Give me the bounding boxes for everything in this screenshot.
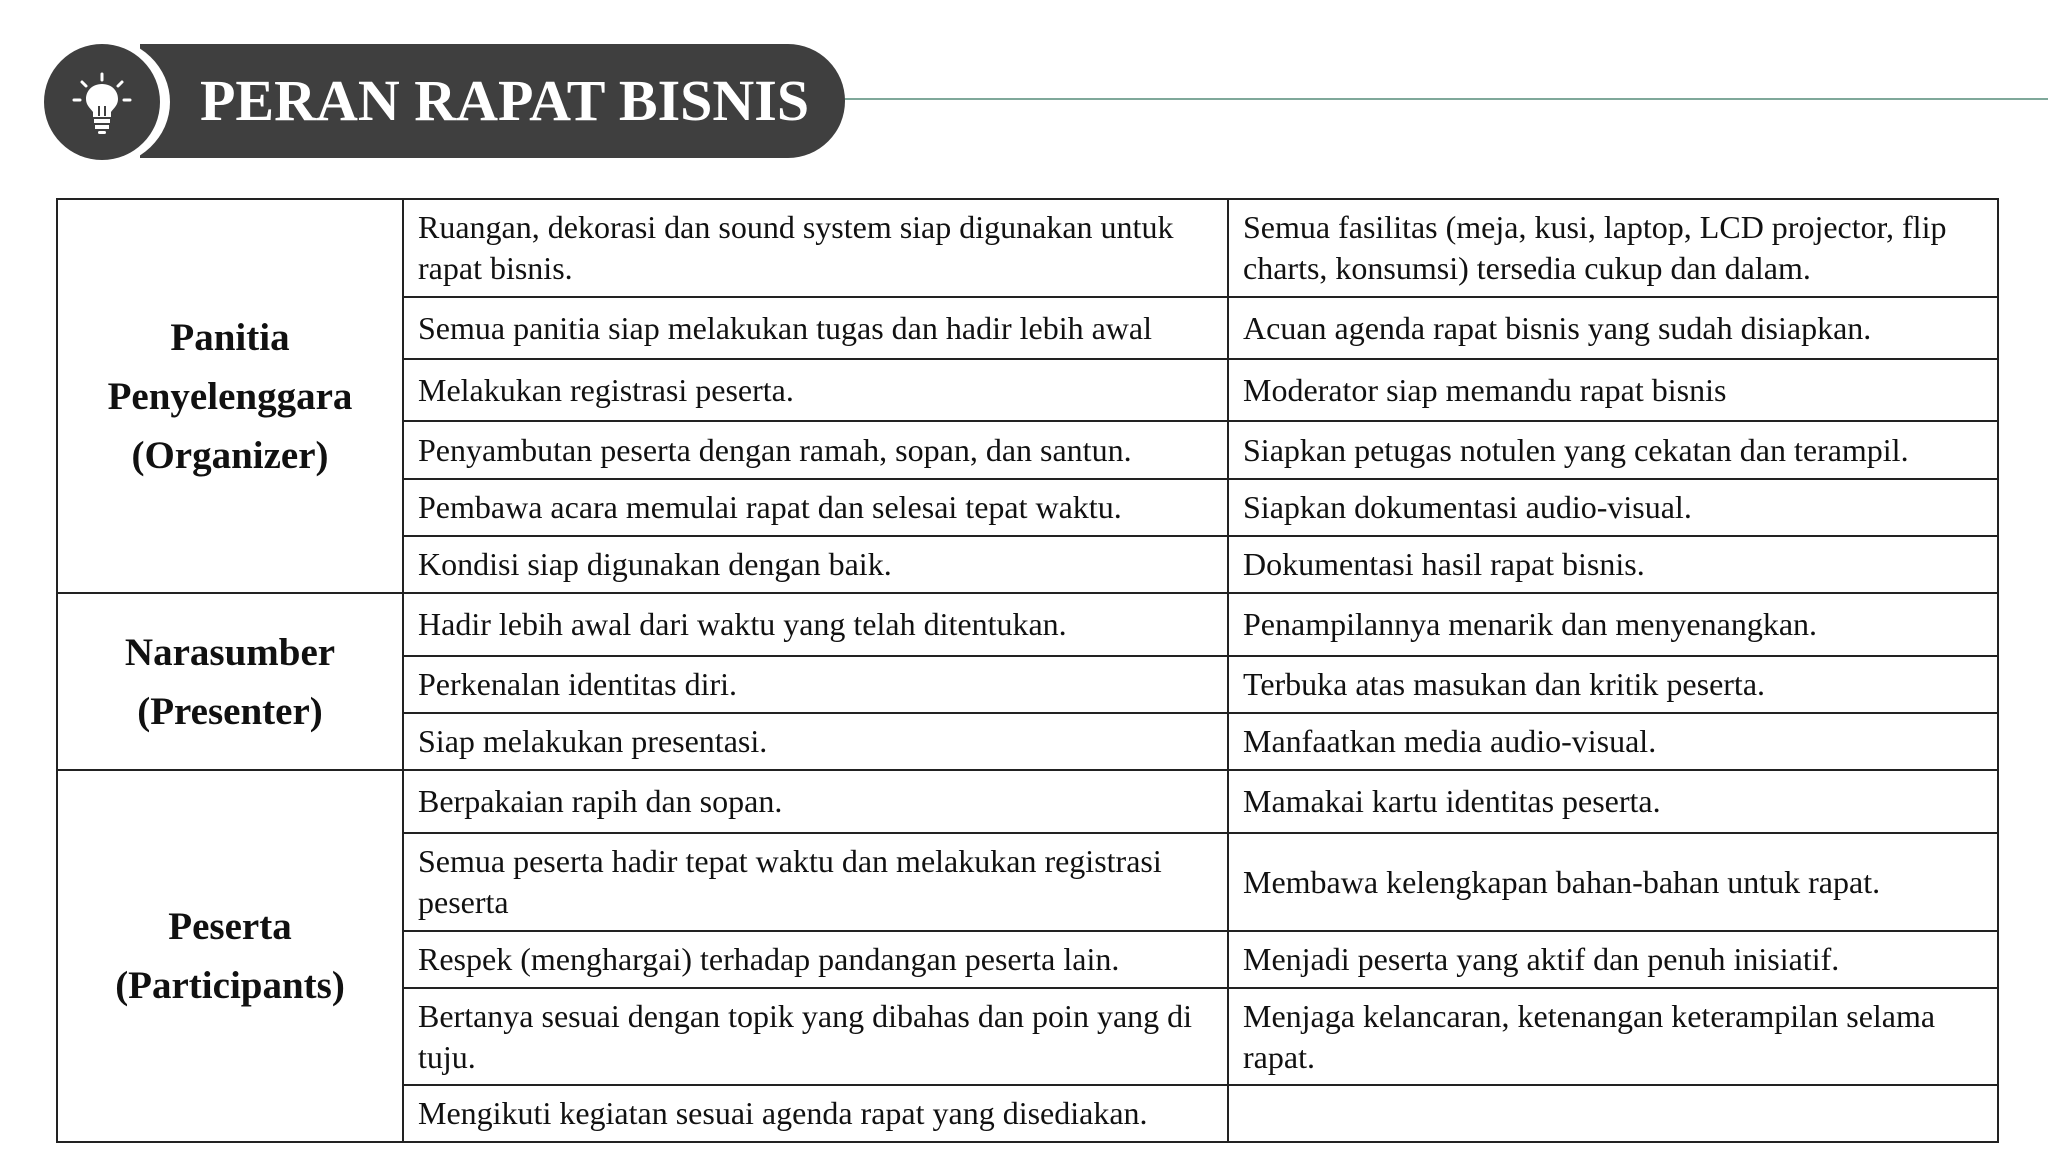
item-cell-right: Dokumentasi hasil rapat bisnis. — [1228, 536, 1998, 593]
page-title: PERAN RAPAT BISNIS — [200, 68, 810, 133]
role-cell — [57, 593, 403, 770]
role-label-line: Penyelenggara — [107, 374, 353, 418]
item-cell-left: Pembawa acara memulai rapat dan selesai tepat waktu. — [403, 479, 1228, 536]
role-label-line: Narasumber — [124, 630, 336, 674]
item-cell-left: Ruangan, dekorasi dan sound system siap digunakan untuk rapat bisnis. — [403, 199, 1228, 297]
item-cell-right: Siapkan dokumentasi audio-visual. — [1228, 479, 1998, 536]
item-cell-right: Menjadi peserta yang aktif dan penuh inisiatif. — [1228, 931, 1998, 988]
lightbulb-icon — [44, 44, 160, 160]
item-cell-right: Penampilannya menarik dan menyenangkan. — [1228, 593, 1998, 656]
item-cell-right: Membawa kelengkapan bahan-bahan untuk rapat. — [1228, 833, 1998, 931]
item-cell-left: Semua peserta hadir tepat waktu dan melakukan registrasi peserta — [403, 833, 1228, 931]
item-cell-left: Bertanya sesuai dengan topik yang dibahas dan poin yang di tuju. — [403, 988, 1228, 1085]
item-cell-left: Berpakaian rapih dan sopan. — [403, 770, 1228, 833]
role-cell — [57, 770, 403, 1142]
item-cell-left: Hadir lebih awal dari waktu yang telah ditentukan. — [403, 593, 1228, 656]
roles-table-body — [57, 199, 1998, 1142]
table-row — [57, 770, 1998, 833]
item-cell-left: Mengikuti kegiatan sesuai agenda rapat yang disediakan. — [403, 1085, 1228, 1142]
item-cell-right: Moderator siap memandu rapat bisnis — [1228, 359, 1998, 421]
item-cell-left: Perkenalan identitas diri. — [403, 656, 1228, 713]
item-cell-right: Mamakai kartu identitas peserta. — [1228, 770, 1998, 833]
item-cell-left: Penyambutan peserta dengan ramah, sopan, dan santun. — [403, 421, 1228, 479]
roles-table — [56, 198, 1999, 1143]
item-cell-left: Respek (menghargai) terhadap pandangan peserta lain. — [403, 931, 1228, 988]
item-cell-right: Semua fasilitas (meja, kusi, laptop, LCD projector, flip charts, konsumsi) tersedia cukup dan dalam. — [1228, 199, 1998, 297]
role-label-line: (Presenter) — [137, 689, 323, 733]
table-row — [57, 593, 1998, 656]
role-label-line: (Organizer) — [131, 433, 329, 477]
role-label-line: Peserta — [168, 905, 292, 948]
item-cell-left: Melakukan registrasi peserta. — [403, 359, 1228, 421]
item-cell-left: Semua panitia siap melakukan tugas dan hadir lebih awal — [403, 297, 1228, 359]
item-cell-right: Terbuka atas masukan dan kritik peserta. — [1228, 656, 1998, 713]
role-label-line: Panitia — [170, 315, 290, 359]
item-cell-right — [1228, 1085, 1998, 1142]
item-cell-right: Acuan agenda rapat bisnis yang sudah disiapkan. — [1228, 297, 1998, 359]
role-label-line: (Participants) — [115, 964, 345, 1007]
item-cell-left: Siap melakukan presentasi. — [403, 713, 1228, 770]
item-cell-left: Kondisi siap digunakan dengan baik. — [403, 536, 1228, 593]
table-row — [57, 199, 1998, 297]
item-cell-right: Manfaatkan media audio-visual. — [1228, 713, 1998, 770]
item-cell-right: Siapkan petugas notulen yang cekatan dan terampil. — [1228, 421, 1998, 479]
header-divider-line — [840, 98, 2048, 100]
item-cell-right: Menjaga kelancaran, ketenangan keterampilan selama rapat. — [1228, 988, 1998, 1085]
role-cell — [57, 199, 403, 593]
